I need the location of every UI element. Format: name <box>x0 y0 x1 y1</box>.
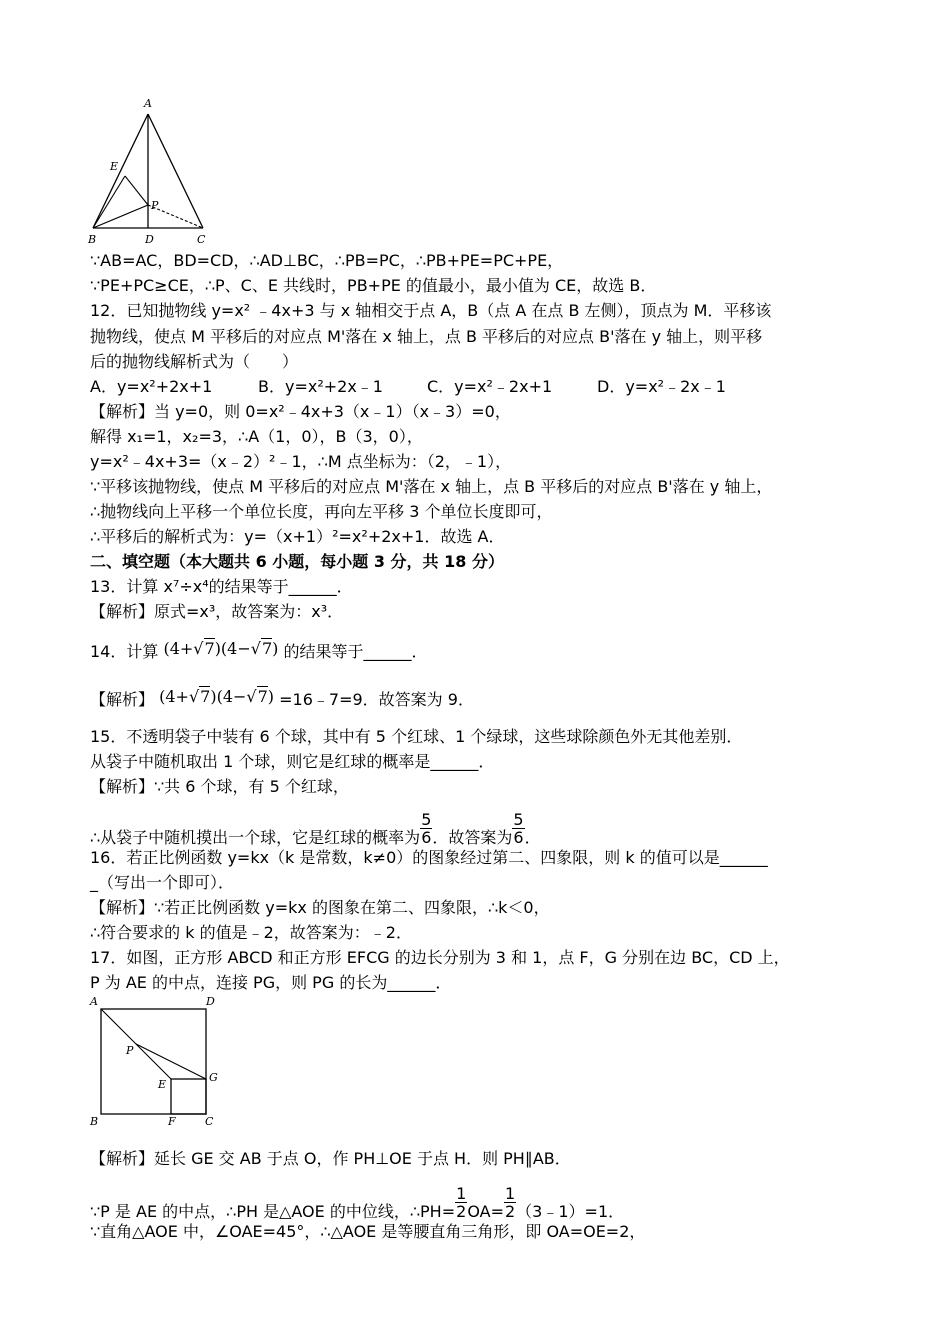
numerator: 5 <box>421 810 432 829</box>
text-line: 【解析】∵若正比例函数 y=kx 的图象在第二、四象限，∴k＜0， <box>90 898 550 917</box>
fraction <box>420 811 432 846</box>
fig2-label-B: B <box>90 1115 99 1128</box>
fraction <box>512 811 524 846</box>
choice-b: B．y=x²+2x﹣1 <box>258 377 383 396</box>
text-segment: 14．计算 <box>90 642 159 661</box>
text-segment: ．故答案为 <box>432 828 513 847</box>
choice-d: D．y=x²﹣2x﹣1 <box>597 377 726 396</box>
formula: (4+√7)(4−√7) <box>163 639 279 658</box>
text-line: 后的抛物线解析式为（ ） <box>90 352 299 371</box>
triangle-figure <box>85 92 215 247</box>
formula: (4+√7)(4−√7) <box>159 687 275 706</box>
answer-14-line <box>90 689 474 710</box>
text-segment: 的结果等于______． <box>283 642 428 661</box>
fraction <box>455 1185 467 1220</box>
text-line: 【解析】∵共 6 个球，有 5 个红球， <box>90 777 349 796</box>
text-segment: 【解析】 <box>90 690 155 709</box>
squares-figure <box>86 992 226 1130</box>
choice-a: A．y=x²+2x+1 <box>90 377 213 396</box>
text-segment: （3﹣1）=1． <box>516 1202 625 1221</box>
fig2-label-P: P <box>126 1044 134 1057</box>
radicand: 7 <box>200 687 211 706</box>
numerator: 1 <box>456 1184 467 1203</box>
text-segment: =16﹣7=9．故答案为 9． <box>279 690 474 709</box>
answer-17-line: 【解析】延长 GE 交 AB 于点 O，作 PH⊥OE 于点 H．则 PH∥AB． <box>90 1149 571 1168</box>
text-line: P 为 AE 的中点，连接 PG，则 PG 的长为______． <box>90 973 452 992</box>
radicand: 7 <box>261 639 273 658</box>
text-line: 【解析】当 y=0，则 0=x²﹣4x+3（x﹣1）（x﹣3）=0， <box>90 402 511 421</box>
text-segment: ∴从袋子中随机摸出一个球，它是红球的概率为 <box>90 828 421 847</box>
fraction <box>504 1185 516 1220</box>
text-line: y=x²﹣4x+3=（x﹣2）²﹣1，∴M 点坐标为：（2，﹣1）， <box>90 452 512 471</box>
numerator: 1 <box>504 1184 516 1203</box>
text-line: ∴平移后的解析式为：y=（x+1）²=x²+2x+1．故选 A． <box>90 527 505 546</box>
fig1-label-B: B <box>88 233 97 246</box>
question-14-line <box>90 641 428 662</box>
question-16-line: 16．若正比例函数 y=kx（k 是常数，k≠0）的图象经过第二、四象限，则 k 的值可以是______ <box>90 848 768 867</box>
fig1-label-P: P <box>151 199 159 212</box>
text-line: 抛物线，使点 M 平移后的对应点 M'落在 x 轴上，点 B 平移后的对应点 B'落在 y 轴上，则平移 <box>90 327 763 346</box>
formula-part: ) <box>272 639 279 658</box>
fig1-label-E: E <box>110 160 119 173</box>
text-segment: ． <box>524 828 541 847</box>
fig2-label-F: F <box>168 1115 176 1128</box>
question-13-line: 13．计算 x⁷÷x⁴的结果等于______． <box>90 577 353 596</box>
text-line: ∴抛物线向上平移一个单位长度，再向左平移 3 个单位长度即可， <box>90 502 553 521</box>
text-line: _（写出一个即可）． <box>90 873 235 892</box>
denominator: 6 <box>513 828 524 847</box>
radicand: 7 <box>204 639 215 658</box>
text-line: 解得 x₁=1，x₂=3，∴A（1，0），B（3，0）， <box>90 427 423 446</box>
text-line: ∵PE+PC≥CE，∴P、C、E 共线时，PB+PE 的值最小，最小值为 CE，故选 B． <box>90 276 657 295</box>
question-15-line: 15．不透明袋子中装有 6 个球，其中有 5 个红球、1 个绿球，这些球除颜色外无其他差别． <box>90 727 743 746</box>
choice-c: C．y=x²﹣2x+1 <box>427 377 553 396</box>
denominator: 6 <box>421 828 432 847</box>
formula-part: (4+ <box>159 687 189 706</box>
fig1-label-A: A <box>144 97 152 110</box>
fig2-label-D: D <box>206 995 215 1008</box>
text-segment: ∵P 是 AE 的中点，∴PH 是△AOE 的中位线，∴PH= <box>90 1202 456 1221</box>
formula-part: (4+ <box>163 639 194 658</box>
text-line: 【解析】原式=x³，故答案为：x³． <box>90 602 344 621</box>
formula-part: )(4− <box>214 639 251 658</box>
numerator: 5 <box>513 810 524 829</box>
text-line: ∵直角△AOE 中，∠OAE=45°，∴△AOE 是等腰直角三角形，即 OA=OE=2， <box>90 1222 646 1241</box>
text-line: ∴符合要求的 k 的值是﹣2，故答案为：﹣2． <box>90 923 412 942</box>
fig2-label-A: A <box>90 995 98 1008</box>
text-line: 从袋子中随机取出 1 个球，则它是红球的概率是______． <box>90 752 495 771</box>
denominator: 2 <box>504 1202 516 1221</box>
section-heading: 二、填空题（本大题共 6 小题，每小题 3 分，共 18 分） <box>90 552 504 571</box>
fig2-label-G: G <box>209 1071 218 1084</box>
question-12-line: 12．已知抛物线 y=x² ﹣4x+3 与 x 轴相交于点 A，B（点 A 在点 B 左侧），顶点为 M．平移该 <box>90 301 772 320</box>
formula-part: )(4− <box>210 687 247 706</box>
text-line: ∵平移该抛物线，使点 M 平移后的对应点 M'落在 x 轴上，点 B 平移后的对应点 B'落在 y 轴上， <box>90 477 773 496</box>
fig1-label-C: C <box>197 233 206 246</box>
fig2-label-C: C <box>205 1115 214 1128</box>
text-segment: OA= <box>467 1202 504 1221</box>
text-line: ∵AB=AC，BD=CD，∴AD⊥BC，∴PB=PC，∴PB+PE=PC+PE， <box>90 251 564 270</box>
question-17-line: 17．如图，正方形 ABCD 和正方形 EFCG 的边长分别为 3 和 1，点 F，G 分别在边 BC，CD 上， <box>90 948 790 967</box>
denominator: 2 <box>456 1202 467 1221</box>
fig2-label-E: E <box>158 1078 167 1091</box>
formula-part: ) <box>267 687 275 706</box>
fig1-label-D: D <box>145 233 154 246</box>
radicand: 7 <box>257 687 268 706</box>
